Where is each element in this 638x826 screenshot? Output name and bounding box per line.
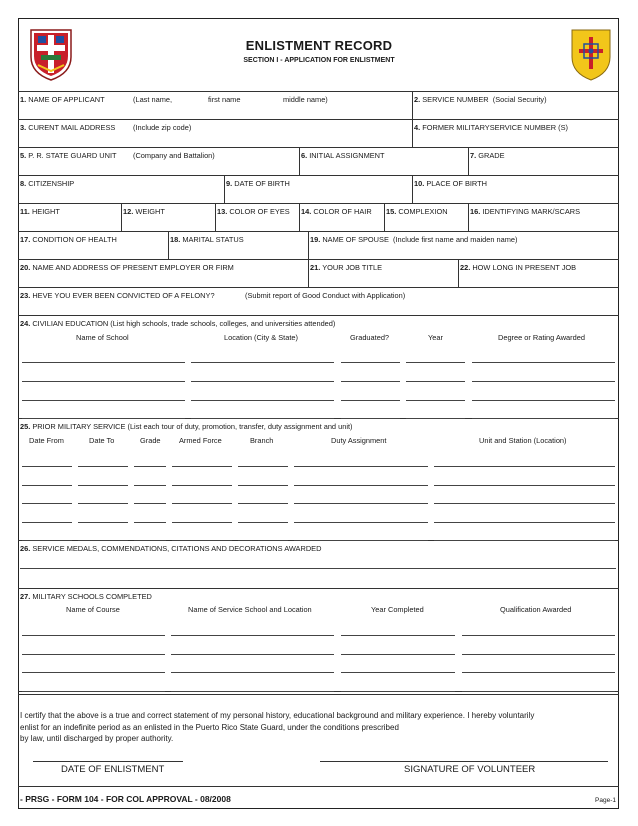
entry-line[interactable]	[294, 522, 428, 523]
entry-line[interactable]	[472, 362, 615, 363]
entry-line[interactable]	[22, 362, 185, 363]
entry-line[interactable]	[341, 654, 455, 655]
entry-line[interactable]	[172, 503, 232, 504]
col-year-completed: Year Completed	[371, 605, 424, 614]
entry-line[interactable]	[294, 466, 428, 467]
col-divider	[299, 147, 300, 175]
row-divider	[18, 588, 619, 589]
field-job-title[interactable]: 21. YOUR JOB TITLE	[310, 263, 383, 272]
entry-line[interactable]	[434, 503, 615, 504]
section-military-schools: 27. MILITARY SCHOOLS COMPLETED	[20, 592, 152, 601]
section-service-medals: 26. SERVICE MEDALS, COMMENDATIONS, CITATIONS AND DECORATIONS AWARDED	[20, 544, 322, 553]
row-divider	[18, 175, 619, 176]
entry-line[interactable]	[294, 503, 428, 504]
entry-line[interactable]	[134, 466, 166, 467]
field-place-of-birth[interactable]: 10. PLACE OF BIRTH	[414, 179, 487, 188]
certification-line: by law, until discharged by proper authority.	[20, 734, 174, 743]
entry-line[interactable]	[78, 503, 128, 504]
section-civilian-education: 24. CIVILIAN EDUCATION (List high schools, trade schools, colleges, and universities attended)	[20, 319, 336, 328]
entry-line[interactable]	[191, 381, 334, 382]
page-number: Page-1	[595, 797, 616, 804]
entry-line[interactable]	[406, 381, 465, 382]
entry-line[interactable]	[22, 522, 72, 523]
field-condition-of-health[interactable]: 17. CONDITION OF HEALTH	[20, 235, 117, 244]
entry-line[interactable]	[134, 540, 166, 541]
col-year: Year	[428, 333, 443, 342]
row-divider	[18, 315, 619, 316]
entry-line[interactable]	[172, 540, 232, 541]
entry-line[interactable]	[406, 400, 465, 401]
col-service-school: Name of Service School and Location	[188, 605, 312, 614]
field-employer[interactable]: 20. NAME AND ADDRESS OF PRESENT EMPLOYER OR FIRM	[20, 263, 234, 272]
col-duty-assignment: Duty Assignment	[331, 436, 387, 445]
field-date-of-birth[interactable]: 9. DATE OF BIRTH	[226, 179, 290, 188]
row-divider	[18, 231, 619, 232]
signature-line[interactable]	[320, 761, 608, 762]
col-name-of-school: Name of School	[76, 333, 129, 342]
entry-line[interactable]	[78, 466, 128, 467]
entry-line[interactable]	[406, 362, 465, 363]
entry-line[interactable]	[171, 654, 334, 655]
entry-line[interactable]	[171, 672, 334, 673]
entry-line[interactable]	[134, 503, 166, 504]
entry-line[interactable]	[434, 466, 615, 467]
entry-line[interactable]	[462, 691, 615, 692]
col-unit-station: Unit and Station (Location)	[479, 436, 567, 445]
date-of-enlistment-label: DATE OF ENLISTMENT	[61, 764, 165, 775]
right-shield-emblem	[569, 27, 613, 83]
hint-first-name: first name	[208, 95, 241, 104]
col-divider	[224, 175, 225, 203]
field-name-of-spouse[interactable]: 19. NAME OF SPOUSE (Include first name and maiden name)	[310, 235, 518, 244]
col-divider	[384, 203, 385, 231]
entry-line[interactable]	[22, 400, 185, 401]
entry-line[interactable]	[406, 418, 465, 419]
field-mail-address[interactable]: 3. CURENT MAIL ADDRESS	[20, 123, 116, 132]
entry-line[interactable]	[341, 381, 400, 382]
col-divider	[168, 231, 169, 259]
form-id: - PRSG - FORM 104 - FOR COL APPROVAL - 08/2008	[20, 794, 231, 804]
entry-line[interactable]	[462, 635, 615, 636]
section-prior-military-service: 25. PRIOR MILITARY SERVICE (List each tour of duty, promotion, transfer, duty assignment and unit)	[20, 422, 353, 431]
form-title: ENLISTMENT RECORD	[245, 38, 393, 53]
entry-line[interactable]	[22, 691, 165, 692]
col-name-of-course: Name of Course	[66, 605, 120, 614]
entry-line[interactable]	[22, 672, 165, 673]
col-divider	[299, 203, 300, 231]
entry-line[interactable]	[462, 654, 615, 655]
certification-statement	[20, 710, 610, 745]
col-location: Location (City & State)	[224, 333, 298, 342]
form-subtitle: SECTION I - APPLICATION FOR ENLISTMENT	[243, 57, 395, 64]
entry-line[interactable]	[238, 540, 288, 541]
col-divider	[458, 259, 459, 287]
hint-last-name: (Last name,	[133, 95, 173, 104]
entry-line[interactable]	[171, 635, 334, 636]
field-service-number[interactable]: 2. SERVICE NUMBER (Social Security)	[414, 95, 547, 104]
col-degree: Degree or Rating Awarded	[498, 333, 585, 342]
entry-line[interactable]	[22, 503, 72, 504]
field-name-of-applicant[interactable]: 1. NAME OF APPLICANT	[20, 95, 105, 104]
entry-line[interactable]	[172, 466, 232, 467]
col-date-to: Date To	[89, 436, 115, 445]
date-of-enlistment-line[interactable]	[33, 761, 183, 762]
hint-company-battalion: (Company and Battalion)	[133, 151, 215, 160]
entry-line[interactable]	[22, 485, 72, 486]
field-felony[interactable]: 23. HEVE YOU EVER BEEN CONVICTED OF A FELONY?	[20, 291, 215, 300]
col-divider	[308, 259, 309, 287]
col-divider	[412, 175, 413, 203]
entry-line[interactable]	[238, 485, 288, 486]
row-divider	[18, 786, 619, 787]
col-grade: Grade	[140, 436, 161, 445]
entry-line[interactable]	[341, 418, 400, 419]
entry-line[interactable]	[171, 691, 334, 692]
entry-line[interactable]	[191, 362, 334, 363]
entry-line[interactable]	[238, 503, 288, 504]
col-divider	[308, 231, 309, 259]
certification-line: enlist for an indefinite period as an enlisted in the Puerto Rico State Guard, under the conditions prescribed	[20, 722, 399, 732]
entry-line[interactable]	[134, 522, 166, 523]
field-marital-status[interactable]: 18. MARITAL STATUS	[170, 235, 244, 244]
col-divider	[468, 203, 469, 231]
col-graduated: Graduated?	[350, 333, 390, 342]
col-qualification: Qualification Awarded	[500, 605, 572, 614]
field-color-of-eyes[interactable]: 13. COLOR OF EYES	[217, 207, 290, 216]
entry-line[interactable]	[341, 362, 400, 363]
hint-middle-name: middle name)	[283, 95, 328, 104]
entry-line[interactable]	[434, 485, 615, 486]
field-identifying-marks[interactable]: 16. IDENTIFYING MARK/SCARS	[470, 207, 581, 216]
field-weight[interactable]: 12. WEIGHT	[123, 207, 165, 216]
field-time-in-job[interactable]: 22. HOW LONG IN PRESENT JOB	[460, 263, 577, 272]
hint-good-conduct: (Submit report of Good Conduct with Application)	[245, 291, 406, 300]
field-state-guard-unit[interactable]: 5. P. R. STATE GUARD UNIT	[20, 151, 117, 160]
entry-line[interactable]	[341, 691, 455, 692]
entry-line[interactable]	[22, 418, 185, 419]
entry-line[interactable]	[78, 485, 128, 486]
col-branch: Branch	[250, 436, 274, 445]
entry-line[interactable]	[472, 381, 615, 382]
entry-line[interactable]	[472, 400, 615, 401]
entry-line[interactable]	[78, 522, 128, 523]
entry-line[interactable]	[172, 522, 232, 523]
entry-line[interactable]	[22, 381, 185, 382]
field-grade[interactable]: 7. GRADE	[470, 151, 505, 160]
entry-line[interactable]	[341, 672, 455, 673]
entry-line[interactable]	[22, 466, 72, 467]
entry-line[interactable]	[172, 485, 232, 486]
entry-line[interactable]	[341, 400, 400, 401]
hint-zip-code: (Include zip code)	[133, 123, 192, 132]
entry-line[interactable]	[22, 635, 165, 636]
entry-line[interactable]	[434, 522, 615, 523]
entry-line[interactable]	[22, 540, 72, 541]
left-shield-emblem	[28, 27, 74, 83]
row-divider	[18, 91, 619, 92]
entry-line[interactable]	[78, 540, 128, 541]
entry-line[interactable]	[238, 466, 288, 467]
entry-line[interactable]	[238, 522, 288, 523]
entry-line[interactable]	[191, 418, 334, 419]
col-divider	[412, 91, 413, 147]
entry-line[interactable]	[22, 654, 165, 655]
medals-entry-line[interactable]	[20, 568, 616, 569]
entry-line[interactable]	[134, 485, 166, 486]
field-former-service-number[interactable]: 4. FORMER MILITARYSERVICE NUMBER (S)	[414, 123, 569, 132]
field-height[interactable]: 11. HEIGHT	[20, 207, 60, 216]
field-initial-assignment[interactable]: 6. INITIAL ASSIGNMENT	[301, 151, 385, 160]
field-color-of-hair[interactable]: 14. COLOR OF HAIR	[301, 207, 372, 216]
entry-line[interactable]	[294, 540, 428, 541]
certification-line: I certify that the above is a true and correct statement of my personal history, educational background and military experience. I hereby voluntarily	[20, 711, 535, 720]
row-divider	[18, 259, 619, 260]
entry-line[interactable]	[341, 635, 455, 636]
row-divider	[18, 287, 619, 288]
row-divider	[18, 203, 619, 204]
col-divider	[468, 147, 469, 175]
col-armed-force: Armed Force	[179, 436, 222, 445]
entry-line[interactable]	[191, 400, 334, 401]
entry-line[interactable]	[472, 418, 615, 419]
entry-line[interactable]	[434, 540, 615, 541]
col-divider	[215, 203, 216, 231]
signature-label: SIGNATURE OF VOLUNTEER	[404, 764, 536, 775]
entry-line[interactable]	[294, 485, 428, 486]
col-divider	[121, 203, 122, 231]
row-divider	[18, 147, 619, 148]
field-citizenship[interactable]: 8. CITIZENSHIP	[20, 179, 75, 188]
row-divider	[18, 119, 619, 120]
field-complexion[interactable]: 15. COMPLEXION	[386, 207, 448, 216]
entry-line[interactable]	[462, 672, 615, 673]
col-date-from: Date From	[29, 436, 64, 445]
